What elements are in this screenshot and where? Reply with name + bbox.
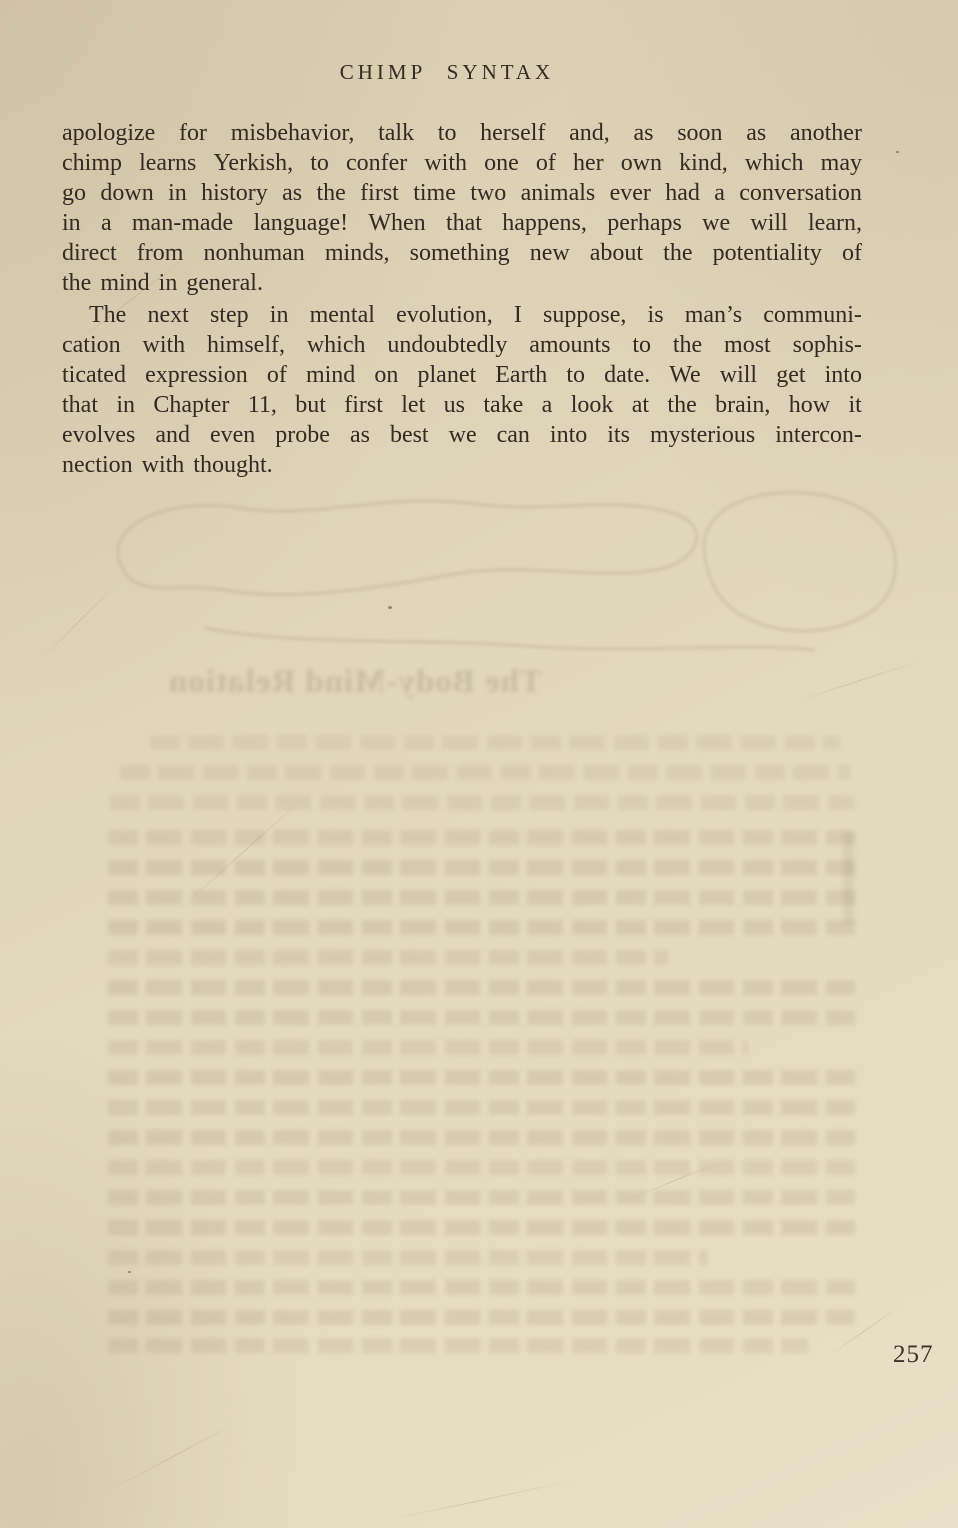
bleedthrough-heading: The Body-Mind Relation [167,664,543,700]
bleedthrough-line [108,980,855,995]
paper-scratch [793,658,926,702]
running-head: CHIMP SYNTAX [339,60,555,84]
text-line: cation with himself, which undoubtedly amounts to the most sophis- [62,332,862,358]
bleedthrough-line [108,1160,855,1175]
bleedthrough-dropcap-bar [843,832,854,924]
paper-scratch [37,578,123,664]
text-line: The next step in mental evolution, I suppose, is man’s communi- [89,302,862,328]
text-line: go down in history as the first time two animals ever had a conversation [62,180,862,206]
paper-scratch [100,1415,251,1496]
paper-speck [128,1271,131,1273]
bleedthrough-line [108,1010,855,1025]
page-number: 257 [893,1341,934,1368]
bleedthrough-line [108,1040,748,1055]
text-line: ticated expression of mind on planet Earth to date. We will get into [62,362,862,388]
bleedthrough-line [108,1070,855,1085]
text-line: apologize for misbehavior, talk to herself and, as soon as another [62,120,862,146]
bleedthrough-line [108,1250,708,1265]
text-line: evolves and even probe as best we can into its mysterious intercon- [62,422,862,448]
bleedthrough-line [108,920,855,935]
bleedthrough-line [108,1130,855,1145]
body-text [62,118,862,480]
text-line: that in Chapter 11, but first let us take a look at the brain, how it [62,392,862,418]
bleedthrough-line [108,1190,855,1205]
bleedthrough-sketch [55,478,915,668]
bleedthrough-line [120,765,850,780]
text-line: chimp learns Yerkish, to confer with one of her own kind, which may [62,150,862,176]
bleedthrough-line [108,890,855,905]
bleedthrough-line [110,795,855,810]
bleedthrough-line [108,950,668,965]
bleedthrough-line [108,1338,808,1353]
paper-speck [388,606,392,609]
text-line: direct from nonhuman minds, something new about the potentiality of [62,240,862,266]
bleedthrough-line [108,1100,855,1115]
bleedthrough-line [108,1310,855,1325]
bleedthrough-line [150,735,840,750]
text-line: the mind in general. [62,270,263,296]
text-line: nection with thought. [62,452,273,478]
bleedthrough-line [108,1280,855,1295]
text-line: in a man-made language! When that happens, perhaps we will learn, [62,210,862,236]
bleedthrough-line [108,1220,855,1235]
paper-scratch [382,1479,578,1522]
paper-speck [896,151,899,153]
bleedthrough-line [108,830,855,845]
